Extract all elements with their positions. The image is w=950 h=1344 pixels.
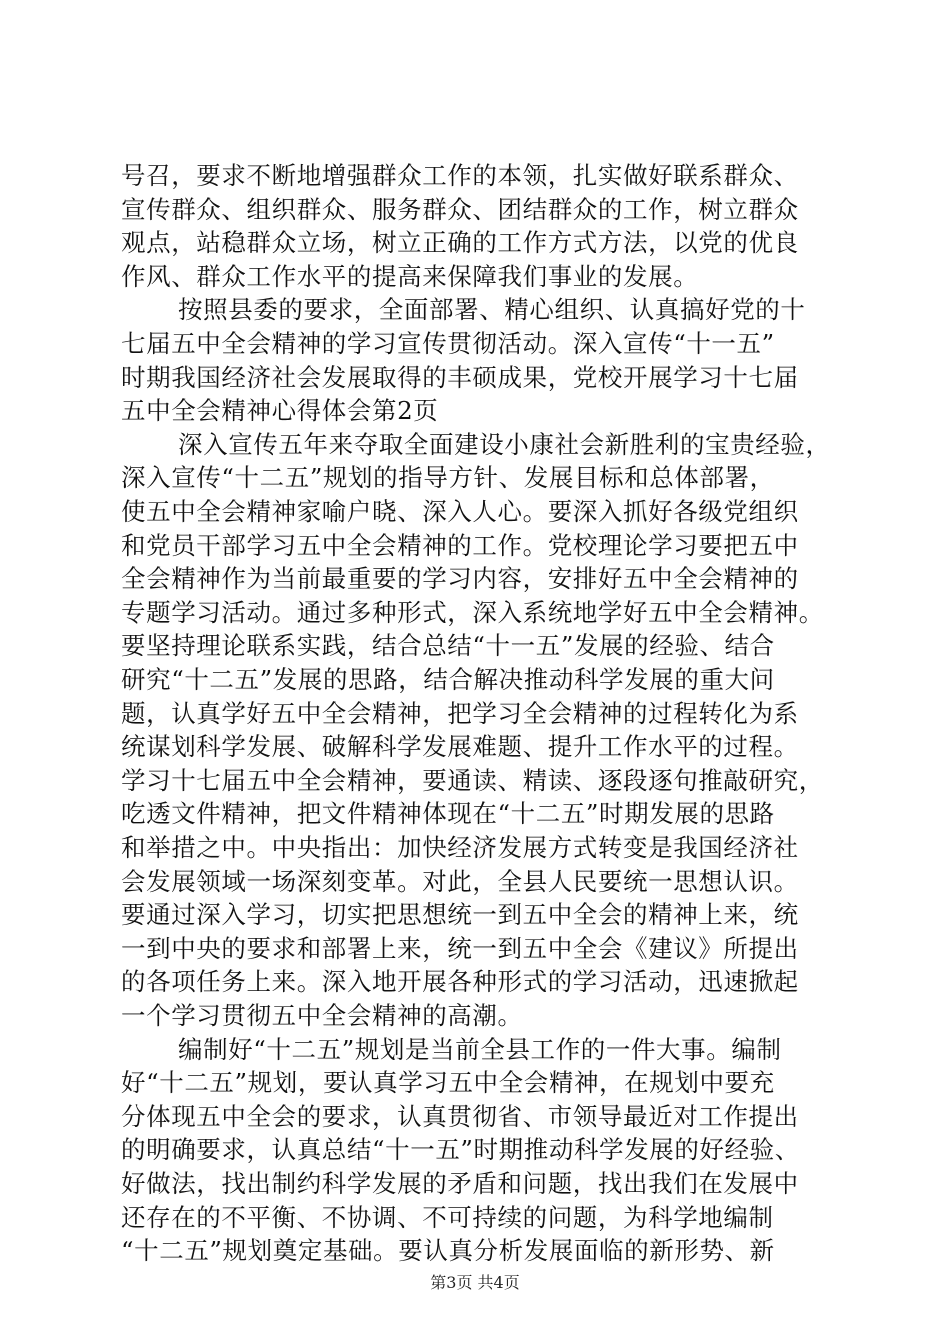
text-line: “十二五”规划奠定基础。要认真分析发展面临的新形势、新 [121, 1236, 775, 1266]
text-line: 宣传群众、组织群众、服务群众、团结群众的工作，树立群众 [121, 194, 799, 224]
text-line: 深入宣传“十二五”规划的指导方针、发展目标和总体部署， [121, 463, 775, 493]
text-line: 和举措之中。中央指出：加快经济发展方式转变是我国经济社 [121, 833, 799, 862]
text-line: 学习十七届五中全会精神，要通读、精读、逐段逐句推敲研究， [121, 765, 824, 795]
text-line: 要坚持理论联系实践，结合总结“十一五”发展的经验、结合 [121, 631, 775, 661]
text-line: 全会精神作为当前最重要的学习内容，安排好五中全会精神的 [121, 564, 799, 594]
text-line: 按照县委的要求，全面部署、精心组织、认真搞好党的十 [178, 295, 806, 325]
page-footer: 第3页 共4页 [430, 1273, 520, 1292]
text-line: 深入宣传五年来夺取全面建设小康社会新胜利的宝贵经验， [178, 429, 831, 459]
text-line: 研究“十二五”发展的思路，结合解决推动科学发展的重大问 [121, 665, 775, 694]
text-line: 的各项任务上来。深入地开展各种形式的学习活动，迅速掀起 [121, 967, 799, 997]
text-line: 还存在的不平衡、不协调、不可持续的问题，为科学地编制 [121, 1202, 774, 1232]
text-line: 一到中央的要求和部署上来，统一到五中全会《建议》所提出 [121, 933, 799, 963]
text-line: 编制好“十二五”规划是当前全县工作的一件大事。编制 [178, 1034, 782, 1064]
text-line: 统谋划科学发展、破解科学发展难题、提升工作水平的过程。 [121, 732, 799, 762]
text-line: 题，认真学好五中全会精神，把学习全会精神的过程转化为系 [121, 698, 799, 728]
text-line: 和党员干部学习五中全会精神的工作。党校理论学习要把五中 [121, 530, 799, 560]
text-line: 要通过深入学习，切实把思想统一到五中全会的精神上来，统 [121, 900, 799, 930]
text-line: 号召，要求不断地增强群众工作的本领，扎实做好联系群众、 [121, 161, 799, 190]
text-line: 会发展领域一场深刻变革。对此，全县人民要统一思想认识。 [121, 866, 799, 896]
text-line: 五中全会精神心得体会第2页 [121, 396, 439, 426]
text-line: 时期我国经济社会发展取得的丰硕成果，党校开展学习十七届 [121, 362, 799, 392]
text-line: 作风、群众工作水平的提高来保障我们事业的发展。 [121, 261, 699, 291]
text-line: 专题学习活动。通过多种形式，深入系统地学好五中全会精神。 [121, 597, 824, 627]
text-line: 分体现五中全会的要求，认真贯彻省、市领导最近对工作提出 [121, 1101, 799, 1131]
text-line: 使五中全会精神家喻户晓、深入人心。要深入抓好各级党组织 [121, 497, 799, 526]
text-line: 的明确要求，认真总结“十一五”时期推动科学发展的好经验、 [121, 1135, 800, 1165]
text-line: 一个学习贯彻五中全会精神的高潮。 [121, 1001, 523, 1030]
text-line: 好做法，找出制约科学发展的矛盾和问题，找出我们在发展中 [121, 1169, 799, 1198]
text-line: 吃透文件精神，把文件精神体现在“十二五”时期发展的思路 [121, 799, 775, 829]
text-line: 七届五中全会精神的学习宣传贯彻活动。深入宣传“十一五” [121, 329, 775, 358]
text-line: 好“十二五”规划，要认真学习五中全会精神，在规划中要充 [121, 1068, 775, 1098]
text-line: 观点，站稳群众立场，树立正确的工作方式方法，以党的优良 [121, 228, 799, 258]
